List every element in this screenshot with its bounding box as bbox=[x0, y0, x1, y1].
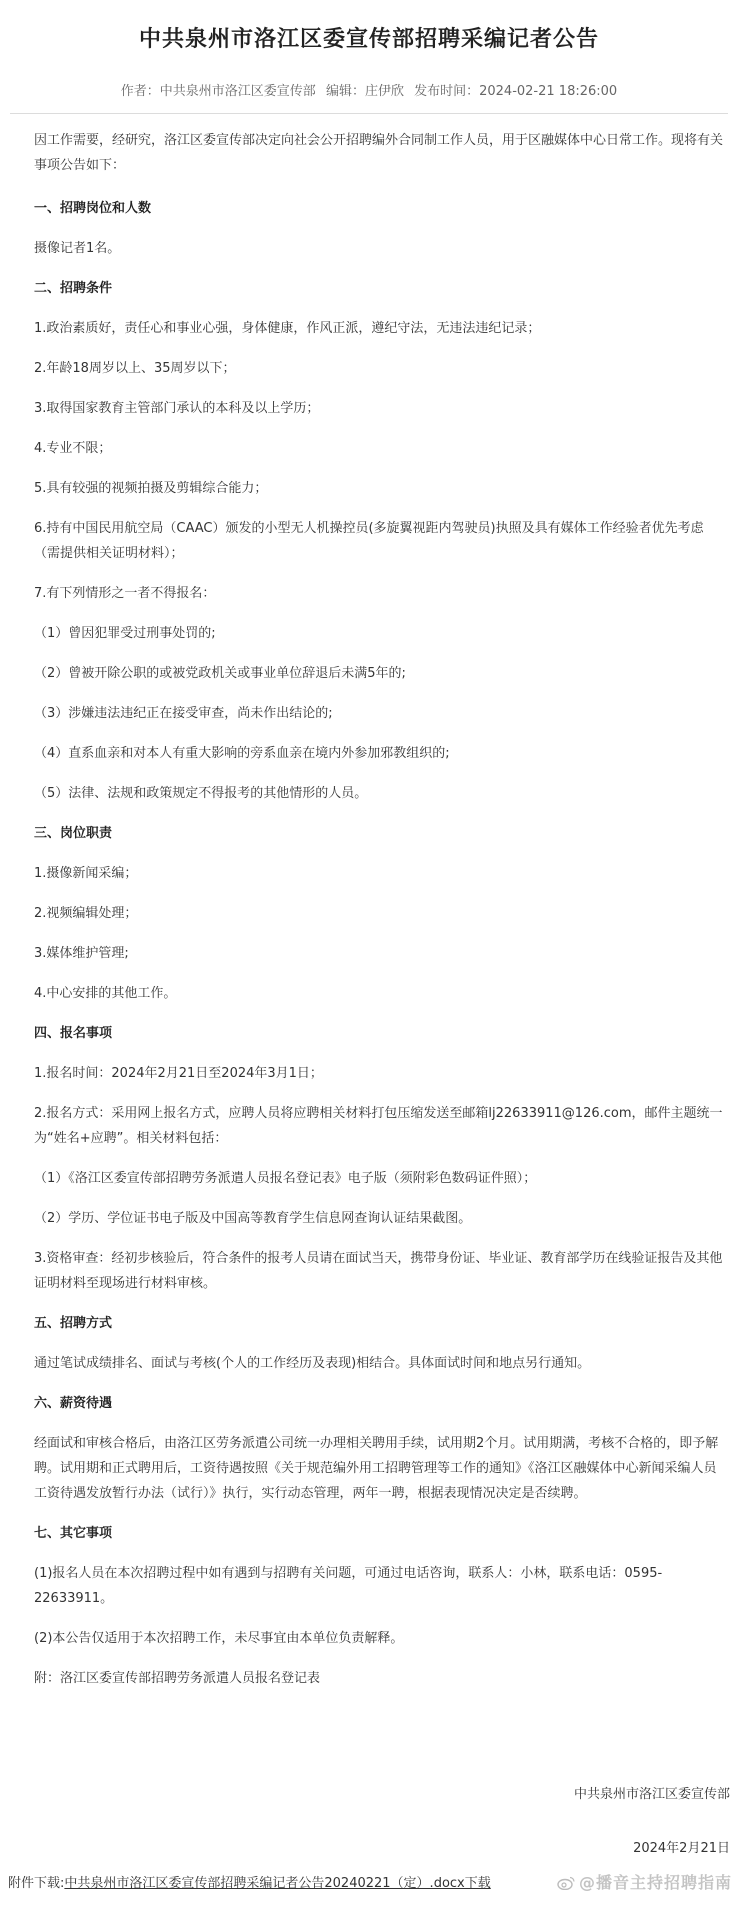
condition-item: 2.年龄18周岁以上、35周岁以下； bbox=[34, 361, 236, 376]
exclusion-item: （5）法律、法规和政策规定不得报考的其他情形的人员。 bbox=[34, 786, 368, 801]
publish-time: 发布时间：2024-02-21 18:26:00 bbox=[414, 84, 618, 99]
signature-date: 2024年2月21日 bbox=[633, 1841, 730, 1856]
exclusion-item: （1）曾因犯罪受过刑事处罚的; bbox=[34, 626, 216, 641]
weibo-icon bbox=[557, 1876, 575, 1890]
other-item: (2)本公告仅适用于本次招聘工作，未尽事宜由本单位负责解释。 bbox=[34, 1631, 404, 1646]
exclusion-item: （3）涉嫌违法违纪正在接受审查，尚未作出结论的; bbox=[34, 706, 333, 721]
article-body bbox=[8, 128, 728, 1706]
section-heading-conditions: 二、招聘条件 bbox=[34, 281, 113, 296]
section-heading-duties: 三、岗位职责 bbox=[34, 826, 113, 841]
page-title: 中共泉州市洛江区委宣传部招聘采编记者公告 bbox=[138, 27, 599, 52]
section-heading-positions: 一、招聘岗位和人数 bbox=[34, 201, 152, 216]
author: 作者：中共泉州市洛江区委宣传部 bbox=[120, 84, 316, 99]
duty-item: 2.视频编辑处理； bbox=[34, 906, 138, 921]
registration-time: 1.报名时间：2024年2月21日至2024年3月1日； bbox=[34, 1066, 323, 1081]
section-heading-method: 五、招聘方式 bbox=[34, 1316, 113, 1331]
duty-item: 3.媒体维护管理; bbox=[34, 946, 129, 961]
download-label: 附件下载: bbox=[8, 1876, 65, 1891]
material-item: （1）《洛江区委宣传部招聘劳务派遣人员报名登记表》电子版（须附彩色数码证件照）； bbox=[34, 1171, 537, 1186]
condition-item: 5.具有较强的视频拍摄及剪辑综合能力； bbox=[34, 481, 268, 496]
exclusion-item: （4）直系血亲和对本人有重大影响的旁系血亲在境内外参加邪教组织的; bbox=[34, 746, 450, 761]
editor: 编辑：庄伊欣 bbox=[325, 84, 404, 99]
duty-item: 4.中心安排的其他工作。 bbox=[34, 986, 177, 1001]
condition-item: 6.持有中国民用航空局（CAAC）颁发的小型无人机操控员(多旋翼视距内驾驶员)执照及具有媒体工作经验者优先考虑（需提供相关证明材料）； bbox=[34, 521, 704, 561]
article-meta bbox=[0, 82, 738, 102]
material-item: （2）学历、学位证书电子版及中国高等教育学生信息网查询认证结果截图。 bbox=[34, 1211, 472, 1226]
attachment-link[interactable]: 中共泉州市洛江区委宣传部招聘采编记者公告20240221（定）.docx下载 bbox=[64, 1876, 491, 1891]
section-heading-registration: 四、报名事项 bbox=[34, 1026, 113, 1041]
condition-item: 3.取得国家教育主管部门承认的本科及以上学历； bbox=[34, 401, 320, 416]
duty-item: 1.摄像新闻采编； bbox=[34, 866, 138, 881]
signature-org: 中共泉州市洛江区委宣传部 bbox=[573, 1787, 730, 1802]
condition-item: 7.有下列情形之一者不得报名： bbox=[34, 586, 216, 601]
other-item: (1)报名人员在本次招聘过程中如有遇到与招聘有关问题，可通过电话咨询，联系人：小林，联系电话：0595-22633911。 bbox=[34, 1566, 663, 1606]
positions-text: 摄像记者1名。 bbox=[34, 241, 121, 256]
attachment-note: 附：洛江区委宣传部招聘劳务派遣人员报名登记表 bbox=[34, 1671, 321, 1686]
section-heading-salary: 六、薪资待遇 bbox=[34, 1396, 113, 1411]
salary-text: 经面试和审核合格后，由洛江区劳务派遣公司统一办理相关聘用手续，试用期2个月。试用期满，考核不合格的，即予解聘。试用期和正式聘用后，工资待遇按照《关于规范编外用工招聘管理等工作的通知》《洛江区融媒体中心新闻采编人员工资待遇发放暂行办法（试行）》执行，实行动态管理，两年一聘，根据表现情况决定是否续聘。 bbox=[34, 1436, 719, 1501]
condition-item: 1.政治素质好，责任心和事业心强，身体健康，作风正派，遵纪守法，无违法违纪记录； bbox=[34, 321, 541, 336]
method-text: 通过笔试成绩排名、面试与考核(个人的工作经历及表现)相结合。具体面试时间和地点另行通知。 bbox=[34, 1356, 591, 1371]
qualification-review: 3.资格审查：经初步核验后，符合条件的报考人员请在面试当天，携带身份证、毕业证、教育部学历在线验证报告及其他证明材料至现场进行材料审核。 bbox=[34, 1251, 723, 1291]
watermark bbox=[557, 1870, 732, 1893]
condition-item: 4.专业不限； bbox=[34, 441, 112, 456]
watermark-text: @播音主持招聘指南 bbox=[578, 1873, 732, 1892]
section-heading-other: 七、其它事项 bbox=[34, 1526, 113, 1541]
intro-paragraph: 因工作需要，经研究，洛江区委宣传部决定向社会公开招聘编外合同制工作人员，用于区融媒体中心日常工作。现将有关事项公告如下： bbox=[34, 133, 724, 173]
registration-method: 2.报名方式：采用网上报名方式，应聘人员将应聘相关材料打包压缩发送至邮箱lj22633911@126.com，邮件主题统一为“姓名+应聘”。相关材料包括： bbox=[34, 1106, 723, 1146]
exclusion-item: （2）曾被开除公职的或被党政机关或事业单位辞退后未满5年的; bbox=[34, 666, 406, 681]
divider bbox=[10, 113, 728, 114]
